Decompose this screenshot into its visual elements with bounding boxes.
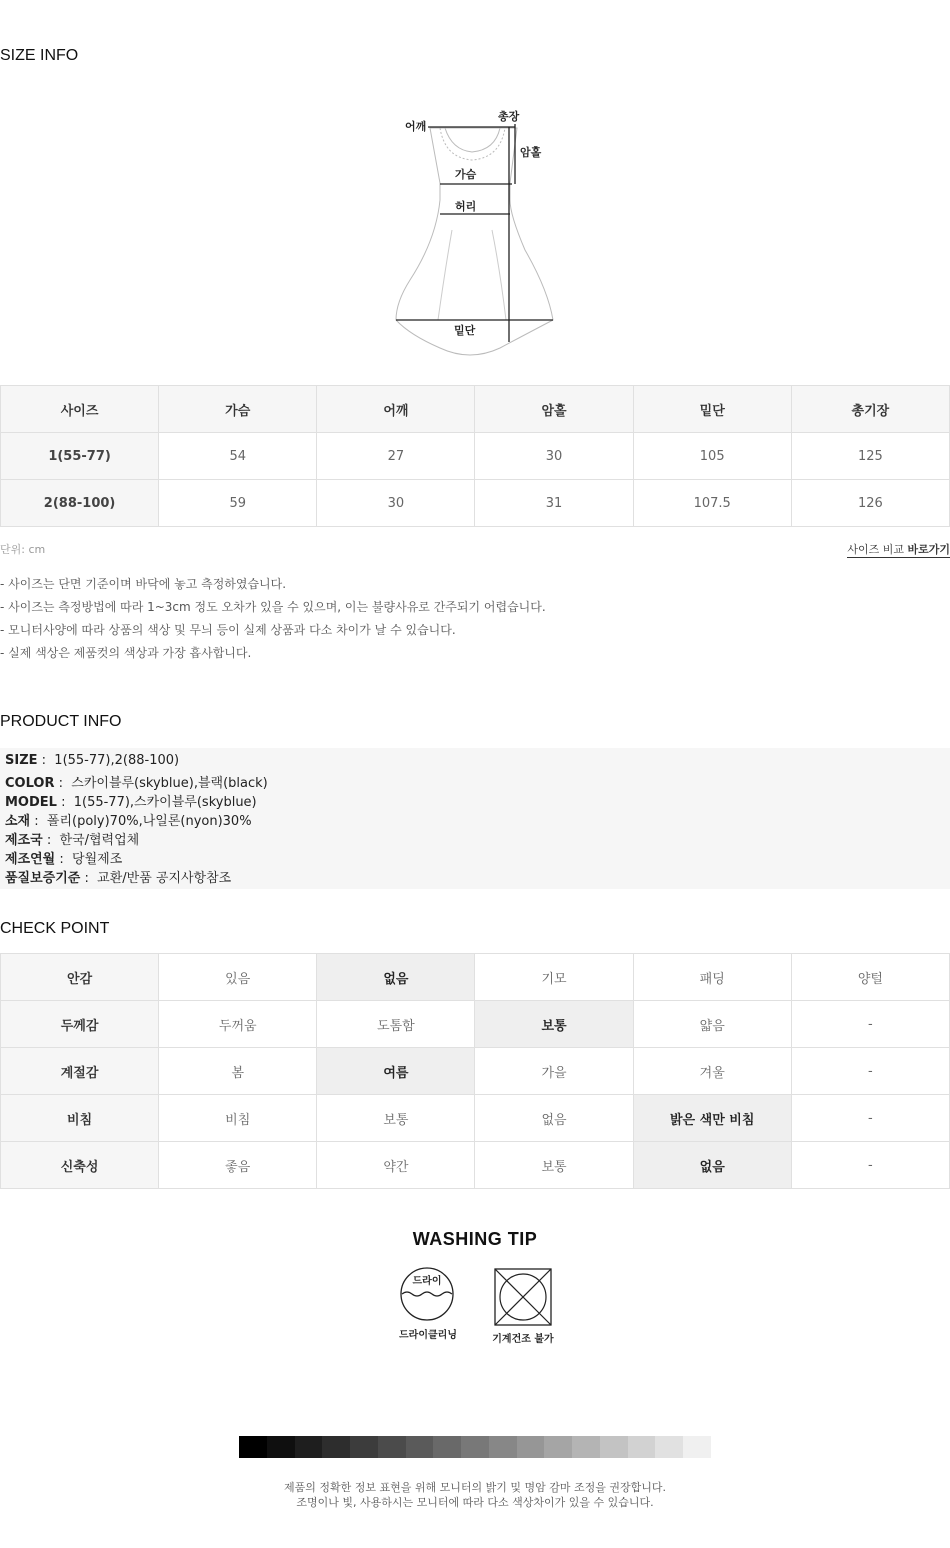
gray-swatch (433, 1436, 461, 1458)
product-info-row: 소재 : 폴리(poly)70%,나일론(nyon)30% (5, 814, 252, 829)
check-option-cell: 없음 (475, 1095, 633, 1142)
note-line: - 모니터사양에 따라 상품의 색상 및 무늬 등이 실제 상품과 다소 차이가 날 수 있습니다. (0, 623, 456, 637)
gray-swatch (655, 1436, 683, 1458)
product-info-key: COLOR (5, 776, 55, 791)
size-table-header (1, 386, 950, 433)
product-info-key: 제조국 (5, 833, 43, 848)
check-option-cell: 보통 (317, 1095, 475, 1142)
gray-swatch (322, 1436, 350, 1458)
check-option-cell: 좋음 (159, 1142, 317, 1189)
label-chest: 가슴 (455, 168, 477, 181)
check-option-cell: 양털 (791, 954, 949, 1001)
product-info-row: MODEL : 1(55-77),스카이블루(skyblue) (5, 795, 257, 810)
check-label-cell: 신축성 (1, 1142, 159, 1189)
check-option-cell: - (791, 1095, 949, 1142)
check-option-cell: - (791, 1001, 949, 1048)
check-label-cell: 안감 (1, 954, 159, 1001)
size-compare-link-text: 바로가기 (907, 543, 950, 556)
washing-tip-title: WASHING TIP (412, 1229, 538, 1249)
size-label-cell: 1(55-77) (1, 433, 159, 480)
product-info-box (0, 748, 950, 889)
size-header-cell: 가슴 (159, 386, 317, 433)
gray-swatch (489, 1436, 517, 1458)
label-waist: 허리 (455, 200, 477, 213)
check-option-cell: 없음 (633, 1142, 791, 1189)
table-row (1, 480, 950, 527)
check-option-cell: 도톰함 (317, 1001, 475, 1048)
size-value-cell: 125 (791, 433, 949, 480)
check-option-cell: - (791, 1048, 949, 1095)
footer-notice (0, 1480, 950, 1510)
gray-swatch (267, 1436, 295, 1458)
size-value-cell: 126 (791, 480, 949, 527)
table-row (1, 954, 950, 1001)
check-option-cell: 겨울 (633, 1048, 791, 1095)
gray-swatch (544, 1436, 572, 1458)
table-row (1, 1142, 950, 1189)
product-info-value: 당월제조 (72, 852, 123, 867)
check-point-title: CHECK POINT (0, 920, 110, 937)
size-value-cell: 105 (633, 433, 791, 480)
product-info-key: 소재 (5, 814, 31, 829)
product-info-key: MODEL (5, 795, 57, 810)
product-info-row: 품질보증기준 : 교환/반품 공지사항참조 (5, 871, 232, 886)
gray-swatch (406, 1436, 434, 1458)
label-length: 총장 (498, 110, 520, 123)
size-value-cell: 30 (475, 433, 633, 480)
dry-icon-text: 드라이 (412, 1276, 442, 1287)
check-option-cell: 기모 (475, 954, 633, 1001)
check-option-cell: 패딩 (633, 954, 791, 1001)
no-tumble-dry-icon (493, 1267, 553, 1327)
check-option-cell: 보통 (475, 1001, 633, 1048)
product-info-title: PRODUCT INFO (0, 713, 122, 730)
gray-swatch (683, 1436, 711, 1458)
size-header-cell: 밑단 (633, 386, 791, 433)
gray-swatch (517, 1436, 545, 1458)
size-compare-link[interactable] (847, 541, 950, 558)
note-line: - 사이즈는 단면 기준이며 바닥에 놓고 측정하였습니다. (0, 577, 287, 591)
dress-size-diagram (380, 100, 580, 365)
check-option-cell: 비침 (159, 1095, 317, 1142)
table-row (1, 1001, 950, 1048)
no-tumble-dry-label: 기계건조 불가 (492, 1334, 554, 1345)
gray-swatch (572, 1436, 600, 1458)
size-value-cell: 107.5 (633, 480, 791, 527)
gray-swatch (239, 1436, 267, 1458)
size-notes (0, 573, 546, 665)
check-label-cell: 계절감 (1, 1048, 159, 1095)
footer-line: 조명이나 빛, 사용하시는 모니터에 따라 다소 색상차이가 있을 수 있습니다. (296, 1496, 654, 1509)
gray-swatch (628, 1436, 656, 1458)
check-option-cell: 두꺼움 (159, 1001, 317, 1048)
gray-scale-bar (239, 1436, 711, 1458)
size-value-cell: 59 (159, 480, 317, 527)
product-info-value: 1(55-77),2(88-100) (54, 753, 180, 768)
label-armhole: 암홀 (520, 146, 542, 159)
table-row (1, 1095, 950, 1142)
check-option-cell: 있음 (159, 954, 317, 1001)
size-header-cell: 총기장 (791, 386, 949, 433)
product-info-row: SIZE : 1(55-77),2(88-100) (5, 753, 180, 768)
label-hem: 밑단 (454, 324, 476, 337)
check-option-cell: 보통 (475, 1142, 633, 1189)
size-table (0, 385, 950, 527)
check-label-cell: 두께감 (1, 1001, 159, 1048)
table-row (1, 1048, 950, 1095)
check-option-cell: 없음 (317, 954, 475, 1001)
product-info-value: 스카이블루(skyblue),블랙(black) (71, 776, 268, 791)
size-header-cell: 사이즈 (1, 386, 159, 433)
unit-label: 단위: cm (0, 543, 46, 556)
product-info-key: 제조연월 (5, 852, 56, 867)
note-line: - 실제 색상은 제품컷의 색상과 가장 흡사합니다. (0, 646, 252, 660)
size-value-cell: 54 (159, 433, 317, 480)
product-info-row: 제조국 : 한국/협력업체 (5, 833, 140, 848)
size-compare-prefix: 사이즈 비교 (847, 543, 904, 556)
product-info-value: 교환/반품 공지사항참조 (97, 871, 232, 886)
check-label-cell: 비침 (1, 1095, 159, 1142)
product-info-value: 1(55-77),스카이블루(skyblue) (73, 795, 257, 810)
gray-swatch (378, 1436, 406, 1458)
product-info-row: 제조연월 : 당월제조 (5, 852, 123, 867)
size-info-title: SIZE INFO (0, 47, 79, 64)
size-value-cell: 27 (317, 433, 475, 480)
gray-swatch (350, 1436, 378, 1458)
check-option-cell: 약간 (317, 1142, 475, 1189)
size-value-cell: 31 (475, 480, 633, 527)
check-option-cell: 여름 (317, 1048, 475, 1095)
note-line: - 사이즈는 측정방법에 따라 1~3cm 정도 오차가 있을 수 있으며, 이는 불량사유로 간주되기 어렵습니다. (0, 600, 546, 614)
check-point-table (0, 953, 950, 1189)
product-info-value: 한국/협력업체 (59, 833, 140, 848)
size-header-cell: 어깨 (317, 386, 475, 433)
size-header-cell: 암홀 (475, 386, 633, 433)
product-info-value: 폴리(poly)70%,나일론(nyon)30% (46, 814, 252, 829)
dry-clean-icon (399, 1267, 457, 1323)
check-option-cell: 봄 (159, 1048, 317, 1095)
gray-swatch (461, 1436, 489, 1458)
table-row (1, 433, 950, 480)
check-option-cell: 가을 (475, 1048, 633, 1095)
check-option-cell: 밝은 색만 비침 (633, 1095, 791, 1142)
gray-swatch (295, 1436, 323, 1458)
check-option-cell: - (791, 1142, 949, 1189)
check-option-cell: 얇음 (633, 1001, 791, 1048)
product-info-key: SIZE (5, 753, 38, 768)
size-value-cell: 30 (317, 480, 475, 527)
dry-clean-label: 드라이클리닝 (399, 1330, 457, 1341)
product-info-key: 품질보증기준 (5, 871, 81, 886)
product-info-row: COLOR : 스카이블루(skyblue),블랙(black) (5, 776, 268, 791)
label-shoulder: 어깨 (405, 120, 427, 133)
gray-swatch (600, 1436, 628, 1458)
footer-line: 제품의 정확한 정보 표현을 위해 모니터의 밝기 및 명암 감마 조정을 권장합니다. (284, 1481, 666, 1494)
size-label-cell: 2(88-100) (1, 480, 159, 527)
